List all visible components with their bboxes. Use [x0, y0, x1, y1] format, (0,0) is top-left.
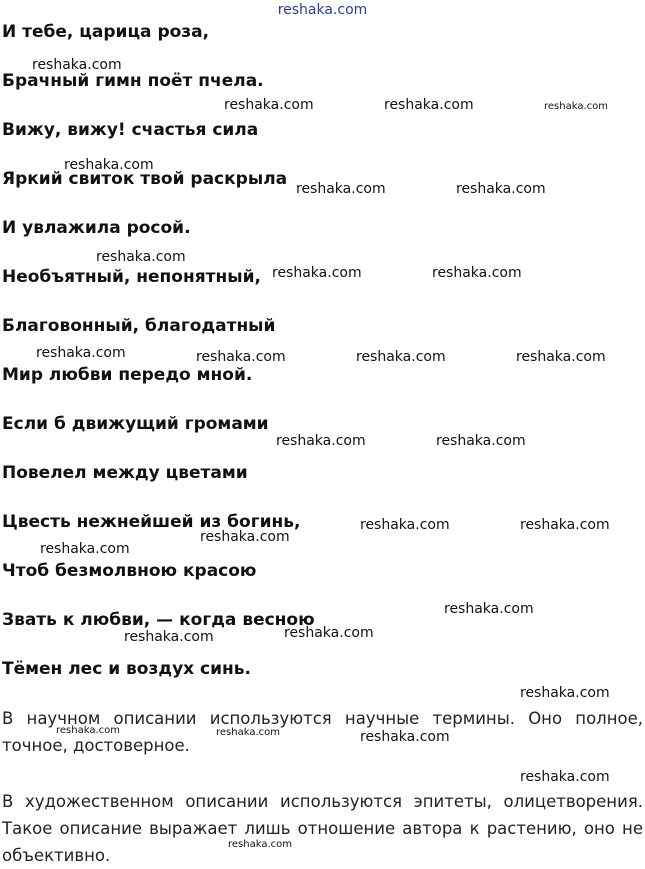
watermark: reshaka.com [360, 729, 450, 745]
watermark: reshaka.com [456, 181, 546, 197]
poem-line: Необъятный, непонятный, [2, 267, 261, 287]
watermark: reshaka.com [432, 265, 522, 281]
site-header-watermark: reshaka.com [277, 2, 368, 18]
watermark: reshaka.com [124, 629, 214, 645]
poem-line: Благовонный, благодатный [2, 316, 276, 336]
poem-line: Повелел между цветами [2, 463, 248, 483]
watermark: reshaka.com [40, 541, 130, 557]
watermark: reshaka.com [520, 517, 610, 533]
poem-line: Яркий свиток твой раскрыла [2, 169, 288, 189]
watermark: reshaka.com [296, 181, 386, 197]
watermark: reshaka.com [96, 249, 186, 265]
watermark: reshaka.com [224, 97, 314, 113]
poem-line: Мир любви передо мной. [2, 365, 253, 385]
watermark: reshaka.com [64, 157, 154, 173]
poem-line: Звать к любви, — когда весною [2, 610, 315, 630]
watermark: reshaka.com [196, 349, 286, 365]
watermark: reshaka.com [360, 517, 450, 533]
poem-line: Чтоб безмолвною красою [2, 561, 257, 581]
poem-line: И тебе, царица роза, [2, 22, 210, 42]
watermark: reshaka.com [272, 265, 362, 281]
watermark: reshaka.com [284, 625, 374, 641]
watermark: reshaka.com [276, 433, 366, 449]
analysis-paragraph-scientific: В научном описании используются научные термины. Оно полное, точное, достоверное. [2, 709, 643, 755]
poem-line: Тёмен лес и воздух синь. [2, 659, 251, 679]
analysis-paragraph-artistic: В художественном описании используются эпитеты, олицетворения. Такое описание выражает лишь отношение автора к растению, оно не объективно. [2, 792, 643, 865]
watermark: reshaka.com [228, 839, 292, 850]
watermark: reshaka.com [200, 529, 290, 545]
watermark: reshaka.com [384, 97, 474, 113]
watermark: reshaka.com [36, 345, 126, 361]
watermark: reshaka.com [520, 769, 610, 785]
poem-line: И увлажила росой. [2, 218, 191, 238]
watermark: reshaka.com [444, 601, 534, 617]
poem-line: Если б движущий громами [2, 414, 269, 434]
watermark: reshaka.com [544, 101, 608, 112]
watermark: reshaka.com [516, 349, 606, 365]
watermark: reshaka.com [56, 725, 120, 736]
watermark: reshaka.com [436, 433, 526, 449]
poem-line: Цвесть нежнейшей из богинь, [2, 512, 301, 532]
poem-line: Вижу, вижу! счастья сила [2, 120, 259, 140]
watermark: reshaka.com [32, 57, 122, 73]
poem-line: Брачный гимн поёт пчела. [2, 71, 264, 91]
watermark: reshaka.com [520, 685, 610, 701]
watermark: reshaka.com [216, 727, 280, 738]
watermark: reshaka.com [356, 349, 446, 365]
